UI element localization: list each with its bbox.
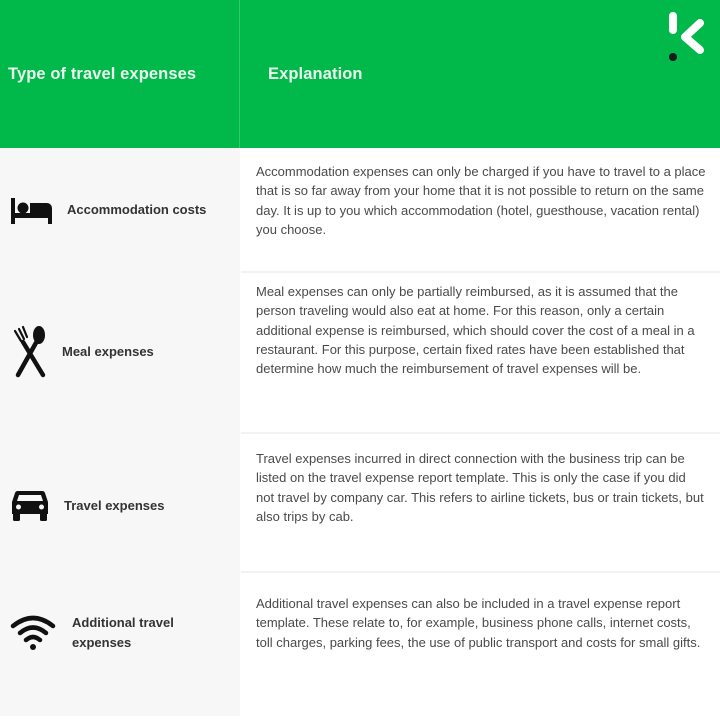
bed-icon	[10, 196, 54, 226]
table-header	[0, 0, 720, 148]
header-title-type: Type of travel expenses	[8, 64, 197, 83]
desc-cell-travel	[241, 434, 720, 571]
row-label-travel: Travel expenses	[64, 498, 165, 513]
desc-cell-additional	[241, 573, 720, 720]
row-label-meal: Meal expenses	[62, 344, 154, 359]
desc-cell-accommodation	[241, 150, 720, 272]
k-logo-icon	[664, 12, 708, 64]
desc-text-accommodation: Accommodation expenses can only be charged if you have to travel to a place that is so far away from your home that it is not possible to return on the same day. It is up to you which accommodation (hotel, guesthouse, vacation rental) you choose.	[256, 164, 706, 237]
desc-text-additional: Additional travel expenses can also be included in a travel expense report template. These relate to, for example, business phone calls, internet costs, toll charges, parking fees, the use of public transport and costs for small gifts.	[256, 596, 701, 650]
car-icon	[10, 488, 50, 522]
desc-text-travel: Travel expenses incurred in direct connection with the business trip can be listed on the travel expense report template. This is only the case if you did not travel by company car. This refers to airline tickets, bus or train tickets, but also trips by cab.	[256, 451, 704, 524]
header-cell-type	[0, 0, 240, 148]
row-label-additional: Additional travel expenses	[72, 615, 174, 650]
desc-text-meal: Meal expenses can only be partially reimbursed, as it is assumed that the person traveling would also eat at home. For this reason, only a certain additional expense is reimbursed, which should cover the cost of a meal in a restaurant. For this purpose, certain fixed rates have been established that determine how much the reimbursement of travel expenses will be.	[256, 284, 695, 377]
fork-spoon-icon	[10, 324, 50, 380]
header-title-explanation: Explanation	[268, 64, 363, 83]
desc-cell-meal	[241, 273, 720, 432]
row-label-accommodation: Accommodation costs	[67, 202, 207, 217]
header-cell-explanation	[241, 0, 720, 148]
wifi-icon	[10, 614, 56, 650]
